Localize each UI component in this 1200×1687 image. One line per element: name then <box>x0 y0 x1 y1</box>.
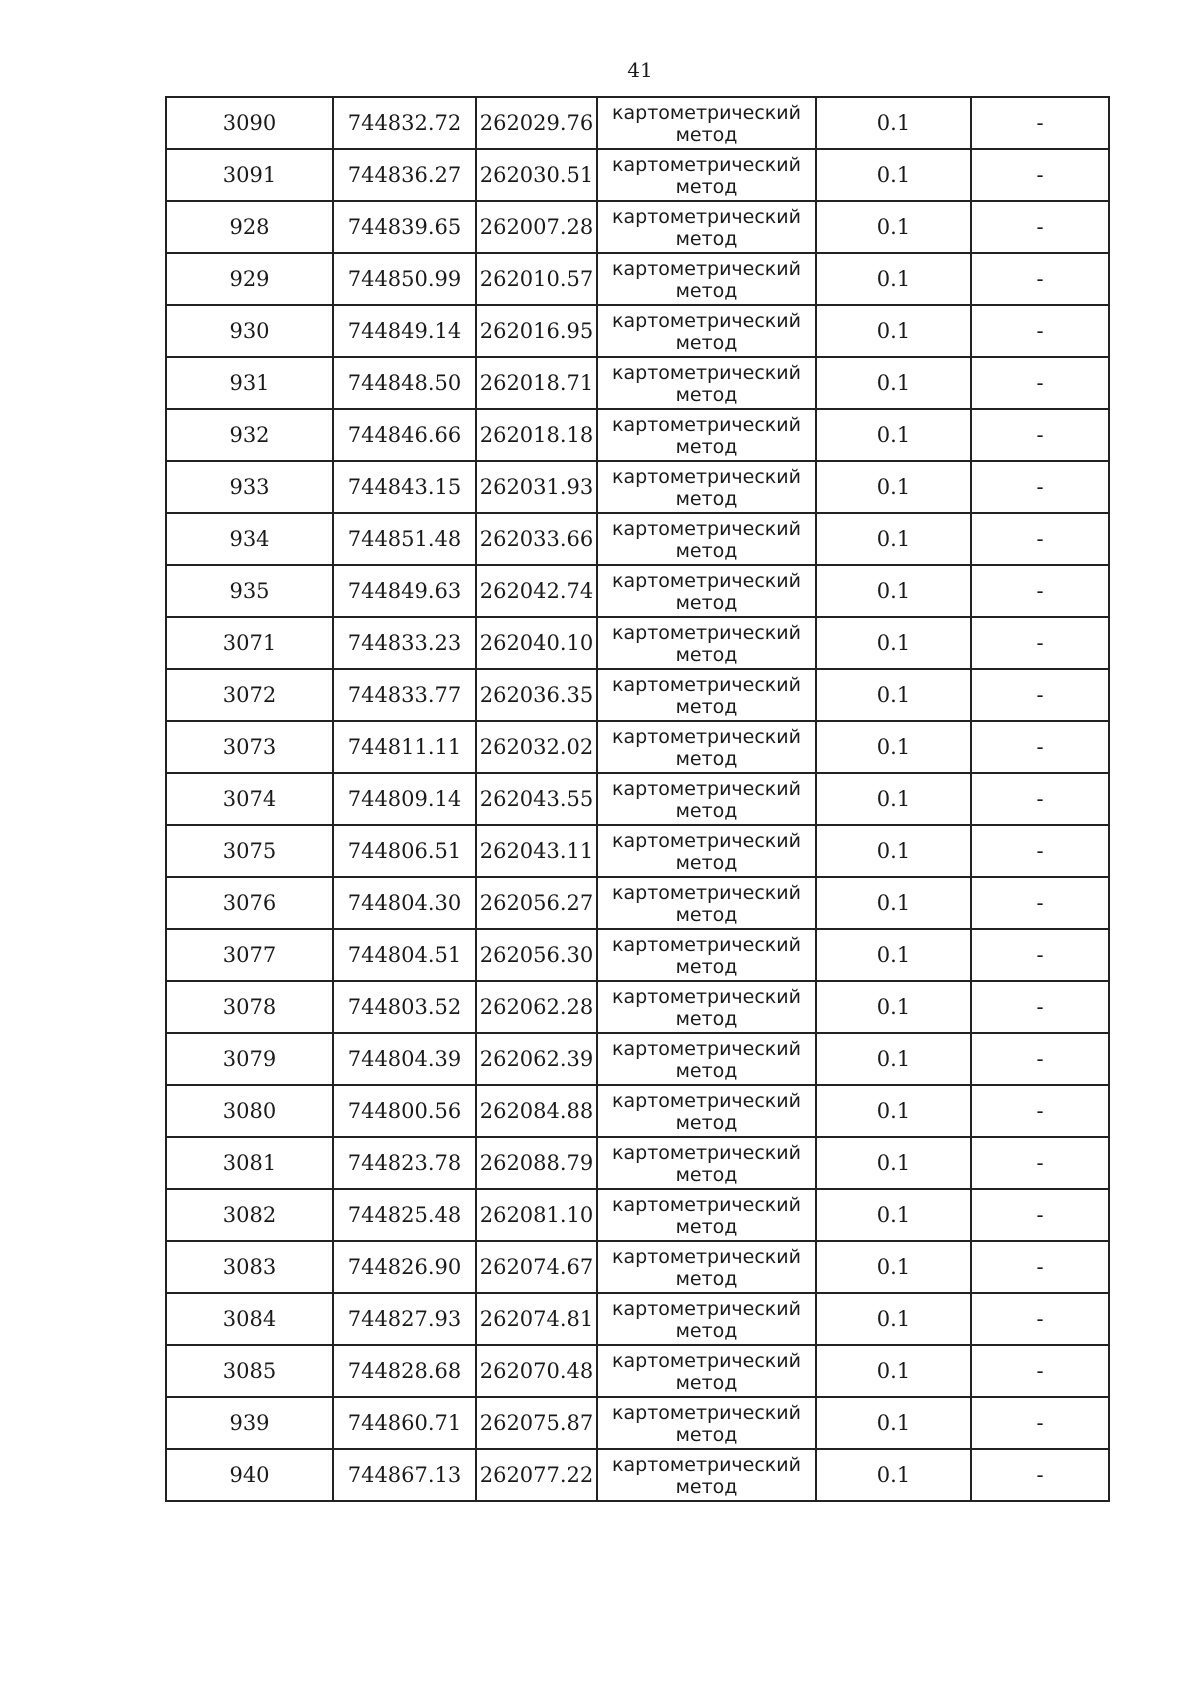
note-cell: - <box>971 409 1109 461</box>
x-coordinate-cell: 744867.13 <box>333 1449 476 1501</box>
accuracy-cell: 0.1 <box>816 565 971 617</box>
table-row <box>166 669 1109 721</box>
x-coordinate-cell: 744823.78 <box>333 1137 476 1189</box>
accuracy-cell: 0.1 <box>816 669 971 721</box>
method-line2: метод <box>675 1007 738 1030</box>
accuracy-cell: 0.1 <box>816 1085 971 1137</box>
method-cell <box>597 1345 816 1397</box>
table-row <box>166 357 1109 409</box>
accuracy-cell: 0.1 <box>816 929 971 981</box>
table-row <box>166 201 1109 253</box>
accuracy-cell: 0.1 <box>816 149 971 201</box>
point-number-cell: 940 <box>166 1449 333 1501</box>
point-number-cell: 3090 <box>166 97 333 149</box>
method-line2: метод <box>675 435 738 458</box>
point-number-cell: 3073 <box>166 721 333 773</box>
accuracy-cell: 0.1 <box>816 773 971 825</box>
note-cell: - <box>971 877 1109 929</box>
table-row <box>166 1293 1109 1345</box>
point-number-cell: 3075 <box>166 825 333 877</box>
y-coordinate-cell: 262056.27 <box>476 877 597 929</box>
y-coordinate-cell: 262010.57 <box>476 253 597 305</box>
method-cell <box>597 97 816 149</box>
method-line2: метод <box>675 539 738 562</box>
table-row <box>166 1241 1109 1293</box>
accuracy-cell: 0.1 <box>816 1137 971 1189</box>
method-line1: картометрический <box>612 1089 801 1112</box>
accuracy-cell: 0.1 <box>816 1033 971 1085</box>
note-cell: - <box>971 929 1109 981</box>
point-number-cell: 935 <box>166 565 333 617</box>
note-cell: - <box>971 201 1109 253</box>
table-row <box>166 929 1109 981</box>
y-coordinate-cell: 262075.87 <box>476 1397 597 1449</box>
method-line2: метод <box>675 591 738 614</box>
method-line1: картометрический <box>612 1297 801 1320</box>
method-cell <box>597 1293 816 1345</box>
table-row <box>166 409 1109 461</box>
x-coordinate-cell: 744849.14 <box>333 305 476 357</box>
note-cell: - <box>971 1241 1109 1293</box>
x-coordinate-cell: 744825.48 <box>333 1189 476 1241</box>
method-line1: картометрический <box>612 725 801 748</box>
method-cell <box>597 1137 816 1189</box>
method-line1: картометрический <box>612 1349 801 1372</box>
accuracy-cell: 0.1 <box>816 253 971 305</box>
method-cell <box>597 617 816 669</box>
accuracy-cell: 0.1 <box>816 1397 971 1449</box>
method-line2: метод <box>675 1267 738 1290</box>
note-cell: - <box>971 1449 1109 1501</box>
method-line2: метод <box>675 799 738 822</box>
table-row <box>166 1345 1109 1397</box>
method-line1: картометрический <box>612 569 801 592</box>
method-line1: картометрический <box>612 153 801 176</box>
coordinates-table <box>165 96 1110 1502</box>
table-row <box>166 773 1109 825</box>
method-line2: метод <box>675 1371 738 1394</box>
y-coordinate-cell: 262043.11 <box>476 825 597 877</box>
method-line1: картометрический <box>612 465 801 488</box>
method-cell <box>597 1033 816 1085</box>
note-cell: - <box>971 357 1109 409</box>
y-coordinate-cell: 262042.74 <box>476 565 597 617</box>
x-coordinate-cell: 744827.93 <box>333 1293 476 1345</box>
x-coordinate-cell: 744851.48 <box>333 513 476 565</box>
accuracy-cell: 0.1 <box>816 1189 971 1241</box>
method-cell <box>597 1397 816 1449</box>
note-cell: - <box>971 773 1109 825</box>
method-cell <box>597 201 816 253</box>
note-cell: - <box>971 565 1109 617</box>
method-line2: метод <box>675 1423 738 1446</box>
method-line2: метод <box>675 123 738 146</box>
accuracy-cell: 0.1 <box>816 721 971 773</box>
method-line1: картометрический <box>612 1245 801 1268</box>
method-cell <box>597 981 816 1033</box>
accuracy-cell: 0.1 <box>816 617 971 669</box>
table-row <box>166 825 1109 877</box>
method-cell <box>597 305 816 357</box>
table-row <box>166 1033 1109 1085</box>
note-cell: - <box>971 1189 1109 1241</box>
accuracy-cell: 0.1 <box>816 1241 971 1293</box>
y-coordinate-cell: 262018.18 <box>476 409 597 461</box>
table-row <box>166 149 1109 201</box>
y-coordinate-cell: 262018.71 <box>476 357 597 409</box>
note-cell: - <box>971 461 1109 513</box>
point-number-cell: 930 <box>166 305 333 357</box>
accuracy-cell: 0.1 <box>816 1293 971 1345</box>
point-number-cell: 3076 <box>166 877 333 929</box>
method-cell <box>597 513 816 565</box>
method-line2: метод <box>675 1475 738 1498</box>
note-cell: - <box>971 149 1109 201</box>
table-row <box>166 565 1109 617</box>
method-cell <box>597 409 816 461</box>
x-coordinate-cell: 744804.30 <box>333 877 476 929</box>
x-coordinate-cell: 744828.68 <box>333 1345 476 1397</box>
table-row <box>166 1397 1109 1449</box>
method-cell <box>597 1449 816 1501</box>
table-row <box>166 1189 1109 1241</box>
method-line1: картометрический <box>612 673 801 696</box>
method-line1: картометрический <box>612 309 801 332</box>
coordinates-table-body <box>166 97 1109 1501</box>
x-coordinate-cell: 744809.14 <box>333 773 476 825</box>
table-row <box>166 97 1109 149</box>
note-cell: - <box>971 513 1109 565</box>
method-line1: картометрический <box>612 881 801 904</box>
y-coordinate-cell: 262031.93 <box>476 461 597 513</box>
method-cell <box>597 149 816 201</box>
y-coordinate-cell: 262032.02 <box>476 721 597 773</box>
method-line2: метод <box>675 851 738 874</box>
table-row <box>166 253 1109 305</box>
x-coordinate-cell: 744803.52 <box>333 981 476 1033</box>
x-coordinate-cell: 744804.39 <box>333 1033 476 1085</box>
x-coordinate-cell: 744826.90 <box>333 1241 476 1293</box>
method-cell <box>597 357 816 409</box>
note-cell: - <box>971 1137 1109 1189</box>
x-coordinate-cell: 744800.56 <box>333 1085 476 1137</box>
point-number-cell: 3083 <box>166 1241 333 1293</box>
point-number-cell: 3085 <box>166 1345 333 1397</box>
method-line1: картометрический <box>612 413 801 436</box>
method-line2: метод <box>675 227 738 250</box>
method-line2: метод <box>675 1111 738 1134</box>
x-coordinate-cell: 744860.71 <box>333 1397 476 1449</box>
y-coordinate-cell: 262074.67 <box>476 1241 597 1293</box>
accuracy-cell: 0.1 <box>816 97 971 149</box>
method-line2: метод <box>675 279 738 302</box>
x-coordinate-cell: 744832.72 <box>333 97 476 149</box>
method-line2: метод <box>675 175 738 198</box>
x-coordinate-cell: 744848.50 <box>333 357 476 409</box>
method-cell <box>597 773 816 825</box>
method-cell <box>597 669 816 721</box>
method-line2: метод <box>675 903 738 926</box>
note-cell: - <box>971 617 1109 669</box>
table-row <box>166 721 1109 773</box>
point-number-cell: 3077 <box>166 929 333 981</box>
note-cell: - <box>971 721 1109 773</box>
point-number-cell: 933 <box>166 461 333 513</box>
x-coordinate-cell: 744850.99 <box>333 253 476 305</box>
point-number-cell: 3080 <box>166 1085 333 1137</box>
point-number-cell: 932 <box>166 409 333 461</box>
point-number-cell: 3071 <box>166 617 333 669</box>
method-line1: картометрический <box>612 933 801 956</box>
y-coordinate-cell: 262081.10 <box>476 1189 597 1241</box>
method-line1: картометрический <box>612 621 801 644</box>
point-number-cell: 931 <box>166 357 333 409</box>
note-cell: - <box>971 253 1109 305</box>
y-coordinate-cell: 262029.76 <box>476 97 597 149</box>
point-number-cell: 3081 <box>166 1137 333 1189</box>
note-cell: - <box>971 305 1109 357</box>
method-cell <box>597 877 816 929</box>
method-line1: картометрический <box>612 829 801 852</box>
note-cell: - <box>971 97 1109 149</box>
point-number-cell: 3078 <box>166 981 333 1033</box>
method-line1: картометрический <box>612 205 801 228</box>
method-cell <box>597 721 816 773</box>
method-line1: картометрический <box>612 1037 801 1060</box>
method-line2: метод <box>675 955 738 978</box>
y-coordinate-cell: 262043.55 <box>476 773 597 825</box>
method-cell <box>597 461 816 513</box>
page-number: 41 <box>627 58 653 82</box>
method-cell <box>597 1241 816 1293</box>
method-line2: метод <box>675 331 738 354</box>
method-cell <box>597 1189 816 1241</box>
accuracy-cell: 0.1 <box>816 981 971 1033</box>
accuracy-cell: 0.1 <box>816 513 971 565</box>
method-line1: картометрический <box>612 257 801 280</box>
x-coordinate-cell: 744833.23 <box>333 617 476 669</box>
x-coordinate-cell: 744846.66 <box>333 409 476 461</box>
method-line1: картометрический <box>612 1401 801 1424</box>
accuracy-cell: 0.1 <box>816 201 971 253</box>
method-line1: картометрический <box>612 361 801 384</box>
point-number-cell: 3082 <box>166 1189 333 1241</box>
accuracy-cell: 0.1 <box>816 305 971 357</box>
x-coordinate-cell: 744843.15 <box>333 461 476 513</box>
note-cell: - <box>971 1397 1109 1449</box>
point-number-cell: 929 <box>166 253 333 305</box>
method-cell <box>597 825 816 877</box>
table-row <box>166 981 1109 1033</box>
y-coordinate-cell: 262033.66 <box>476 513 597 565</box>
note-cell: - <box>971 669 1109 721</box>
accuracy-cell: 0.1 <box>816 825 971 877</box>
method-line2: метод <box>675 1215 738 1238</box>
method-line2: метод <box>675 1163 738 1186</box>
table-row <box>166 513 1109 565</box>
point-number-cell: 3084 <box>166 1293 333 1345</box>
method-cell <box>597 565 816 617</box>
y-coordinate-cell: 262077.22 <box>476 1449 597 1501</box>
method-line2: метод <box>675 487 738 510</box>
y-coordinate-cell: 262062.28 <box>476 981 597 1033</box>
note-cell: - <box>971 825 1109 877</box>
accuracy-cell: 0.1 <box>816 1345 971 1397</box>
method-line2: метод <box>675 695 738 718</box>
method-line2: метод <box>675 1059 738 1082</box>
x-coordinate-cell: 744811.11 <box>333 721 476 773</box>
x-coordinate-cell: 744806.51 <box>333 825 476 877</box>
note-cell: - <box>971 1345 1109 1397</box>
accuracy-cell: 0.1 <box>816 409 971 461</box>
x-coordinate-cell: 744804.51 <box>333 929 476 981</box>
accuracy-cell: 0.1 <box>816 357 971 409</box>
y-coordinate-cell: 262016.95 <box>476 305 597 357</box>
y-coordinate-cell: 262088.79 <box>476 1137 597 1189</box>
method-line2: метод <box>675 383 738 406</box>
y-coordinate-cell: 262056.30 <box>476 929 597 981</box>
point-number-cell: 928 <box>166 201 333 253</box>
accuracy-cell: 0.1 <box>816 461 971 513</box>
method-line1: картометрический <box>612 1141 801 1164</box>
method-line1: картометрический <box>612 777 801 800</box>
y-coordinate-cell: 262040.10 <box>476 617 597 669</box>
point-number-cell: 939 <box>166 1397 333 1449</box>
y-coordinate-cell: 262007.28 <box>476 201 597 253</box>
table-row <box>166 1085 1109 1137</box>
x-coordinate-cell: 744836.27 <box>333 149 476 201</box>
note-cell: - <box>971 1033 1109 1085</box>
y-coordinate-cell: 262062.39 <box>476 1033 597 1085</box>
note-cell: - <box>971 1293 1109 1345</box>
method-line1: картометрический <box>612 985 801 1008</box>
accuracy-cell: 0.1 <box>816 1449 971 1501</box>
method-line2: метод <box>675 643 738 666</box>
y-coordinate-cell: 262084.88 <box>476 1085 597 1137</box>
method-line2: метод <box>675 1319 738 1342</box>
note-cell: - <box>971 1085 1109 1137</box>
accuracy-cell: 0.1 <box>816 877 971 929</box>
point-number-cell: 3072 <box>166 669 333 721</box>
method-line1: картометрический <box>612 101 801 124</box>
y-coordinate-cell: 262036.35 <box>476 669 597 721</box>
y-coordinate-cell: 262030.51 <box>476 149 597 201</box>
method-cell <box>597 253 816 305</box>
y-coordinate-cell: 262074.81 <box>476 1293 597 1345</box>
method-cell <box>597 929 816 981</box>
table-row <box>166 1449 1109 1501</box>
note-cell: - <box>971 981 1109 1033</box>
x-coordinate-cell: 744839.65 <box>333 201 476 253</box>
point-number-cell: 934 <box>166 513 333 565</box>
point-number-cell: 3079 <box>166 1033 333 1085</box>
method-line2: метод <box>675 747 738 770</box>
table-row <box>166 461 1109 513</box>
method-line1: картометрический <box>612 1193 801 1216</box>
point-number-cell: 3074 <box>166 773 333 825</box>
x-coordinate-cell: 744849.63 <box>333 565 476 617</box>
x-coordinate-cell: 744833.77 <box>333 669 476 721</box>
table-row <box>166 617 1109 669</box>
method-cell <box>597 1085 816 1137</box>
method-line1: картометрический <box>612 517 801 540</box>
y-coordinate-cell: 262070.48 <box>476 1345 597 1397</box>
table-row <box>166 1137 1109 1189</box>
method-line1: картометрический <box>612 1453 801 1476</box>
table-row <box>166 305 1109 357</box>
table-row <box>166 877 1109 929</box>
point-number-cell: 3091 <box>166 149 333 201</box>
